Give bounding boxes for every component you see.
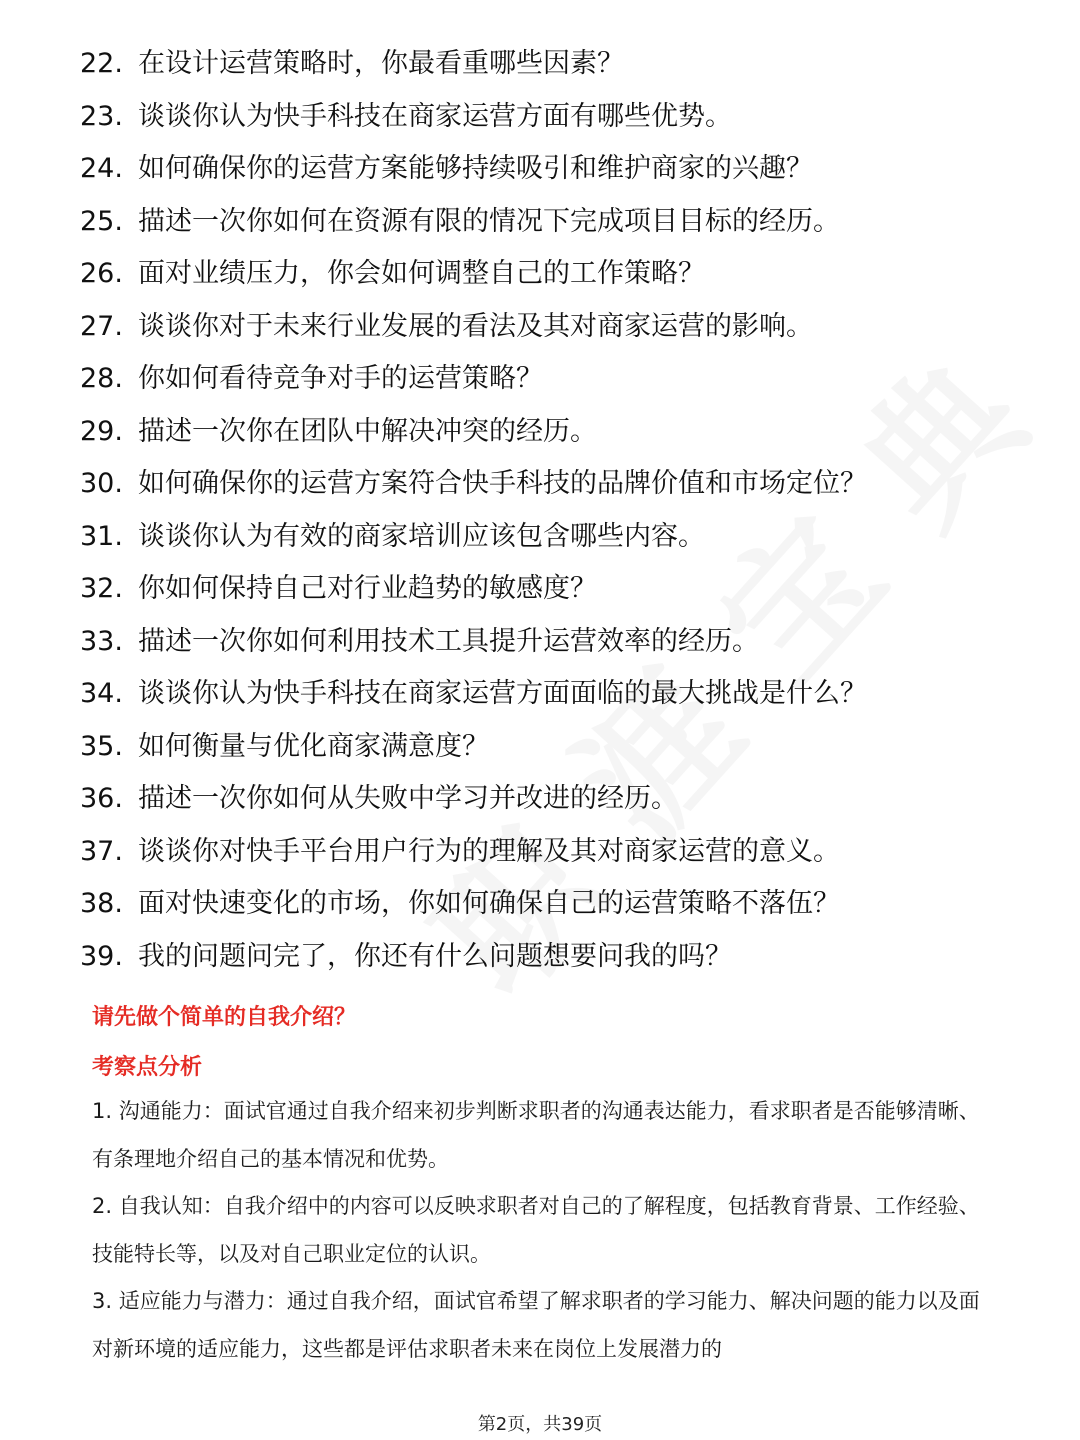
question-item xyxy=(80,38,1040,91)
question-number: 39. xyxy=(80,940,123,972)
question-item xyxy=(80,196,1040,249)
question-text: 如何衡量与优化商家满意度？ xyxy=(138,730,489,762)
question-item xyxy=(80,458,1040,511)
page-footer: 第2页，共39页 xyxy=(477,1414,603,1435)
question-list xyxy=(80,38,1040,983)
question-number: 31. xyxy=(80,520,123,552)
question-text: 如何确保你的运营方案符合快手科技的品牌价值和市场定位？ xyxy=(138,468,867,499)
question-number: 34. xyxy=(80,678,123,709)
question-item xyxy=(80,511,1040,564)
question-text: 谈谈你认为快手科技在商家运营方面有哪些优势。 xyxy=(138,100,732,132)
question-number: 25. xyxy=(80,205,123,237)
question-number: 30. xyxy=(80,468,123,499)
question-item xyxy=(80,406,1040,459)
question-text: 谈谈你对于未来行业发展的看法及其对商家运营的影响。 xyxy=(138,310,813,342)
question-text: 在设计运营策略时，你最看重哪些因素？ xyxy=(138,48,624,79)
question-item xyxy=(80,826,1040,879)
question-item xyxy=(80,563,1040,616)
question-item xyxy=(80,668,1040,721)
question-text: 谈谈你认为有效的商家培训应该包含哪些内容。 xyxy=(138,520,705,552)
question-item xyxy=(80,353,1040,406)
analysis-points xyxy=(92,1088,992,1373)
question-number: 23. xyxy=(80,100,123,132)
question-item xyxy=(80,773,1040,826)
question-text: 如何确保你的运营方案能够持续吸引和维护商家的兴趣？ xyxy=(138,153,813,184)
question-text: 谈谈你认为快手科技在商家运营方面面临的最大挑战是什么？ xyxy=(138,678,867,709)
question-number: 33. xyxy=(80,625,123,657)
question-number: 26. xyxy=(80,258,123,289)
question-number: 37. xyxy=(80,835,123,867)
question-item xyxy=(80,616,1040,669)
question-text: 你如何看待竞争对手的运营策略？ xyxy=(138,363,543,394)
section-title: 请先做个简单的自我介绍？ xyxy=(92,1005,357,1030)
analysis-point: 1. 沟通能力：面试官通过自我介绍来初步判断求职者的沟通表达能力，看求职者是否能够清晰、有条理地介绍自己的基本情况和优势。 xyxy=(92,1099,980,1171)
question-text: 描述一次你如何在资源有限的情况下完成项目目标的经历。 xyxy=(138,205,840,237)
question-text: 面对业绩压力，你会如何调整自己的工作策略？ xyxy=(138,258,705,289)
question-text: 我的问题问完了，你还有什么问题想要问我的吗？ xyxy=(138,940,732,972)
question-number: 24. xyxy=(80,153,123,184)
question-number: 27. xyxy=(80,310,123,342)
question-number: 29. xyxy=(80,415,123,447)
question-item xyxy=(80,301,1040,354)
question-text: 谈谈你对快手平台用户行为的理解及其对商家运营的意义。 xyxy=(138,835,840,867)
question-number: 36. xyxy=(80,783,123,814)
question-text: 描述一次你如何从失败中学习并改进的经历。 xyxy=(138,783,678,814)
analysis-point: 2. 自我认知：自我介绍中的内容可以反映求职者对自己的了解程度，包括教育背景、工作经验、技能特长等，以及对自己职业定位的认识。 xyxy=(92,1194,980,1266)
question-text: 你如何保持自己对行业趋势的敏感度？ xyxy=(138,573,597,604)
section-subtitle: 考察点分析 xyxy=(92,1055,203,1080)
question-text: 描述一次你如何利用技术工具提升运营效率的经历。 xyxy=(138,625,759,657)
question-number: 32. xyxy=(80,573,123,604)
question-number: 38. xyxy=(80,888,123,919)
question-item xyxy=(80,91,1040,144)
analysis-point: 3. 适应能力与潜力：通过自我介绍，面试官希望了解求职者的学习能力、解决问题的能力以及面对新环境的适应能力，这些都是评估求职者未来在岗位上发展潜力的 xyxy=(92,1289,980,1361)
question-item xyxy=(80,878,1040,931)
question-number: 28. xyxy=(80,363,123,394)
question-item xyxy=(80,143,1040,196)
question-text: 描述一次你在团队中解决冲突的经历。 xyxy=(138,415,597,447)
question-item xyxy=(80,248,1040,301)
question-number: 22. xyxy=(80,48,123,79)
question-text: 面对快速变化的市场，你如何确保自己的运营策略不落伍？ xyxy=(138,888,840,919)
question-number: 35. xyxy=(80,730,123,762)
question-item xyxy=(80,721,1040,774)
question-item xyxy=(80,931,1040,984)
